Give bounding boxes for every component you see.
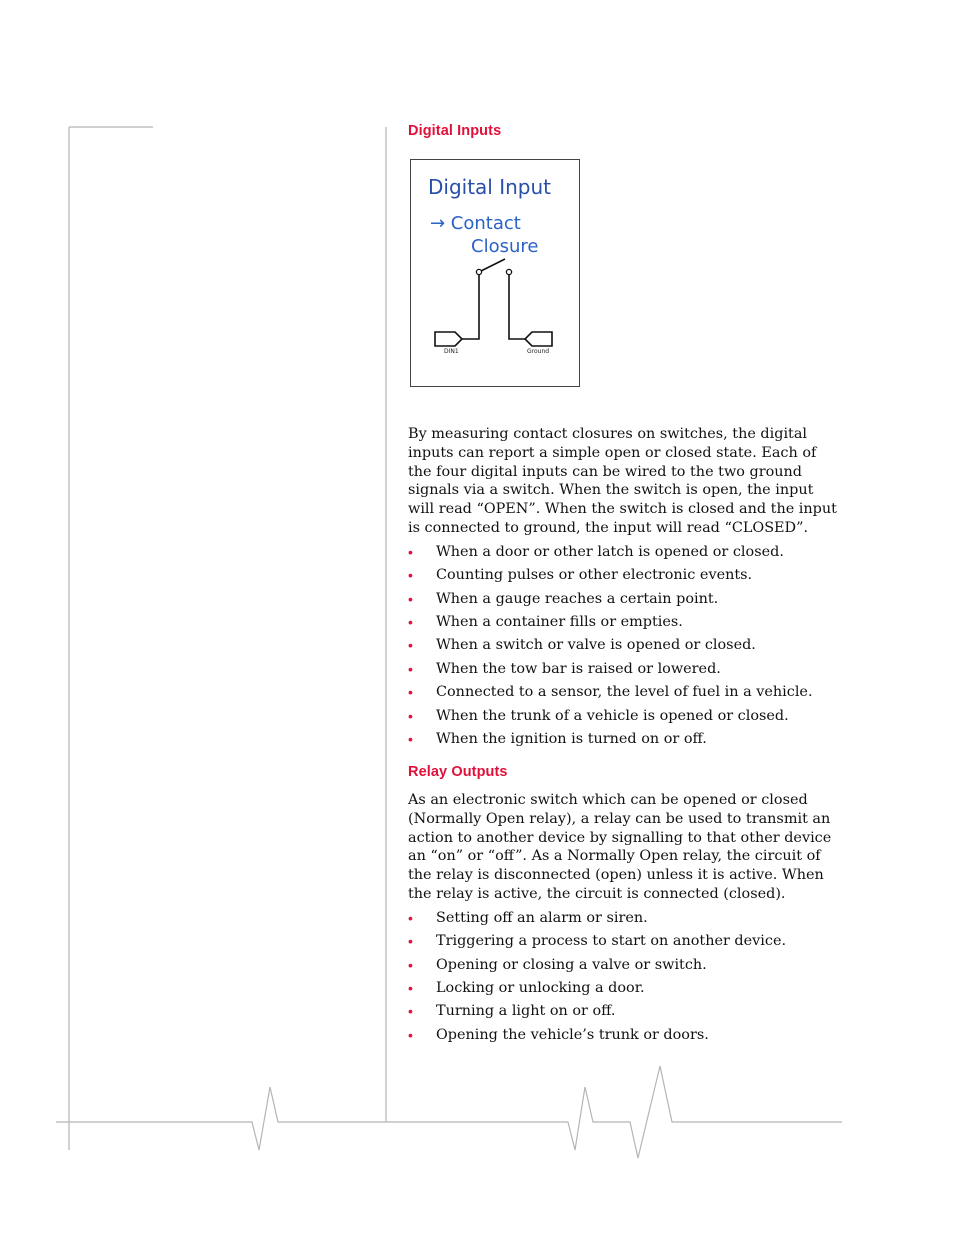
bullet-text: When the trunk of a vehicle is opened or closed.	[436, 707, 789, 724]
bullet-dot-icon: •	[408, 637, 413, 654]
bullet-text: Opening or closing a valve or switch.	[436, 956, 707, 973]
bullet-text: Locking or unlocking a door.	[436, 979, 645, 996]
bullet-item	[408, 707, 838, 730]
bullet-text: Triggering a process to start on another device.	[436, 933, 787, 950]
bullet-text: Opening the vehicle’s trunk or doors.	[436, 1026, 709, 1043]
bullet-item	[408, 979, 838, 1002]
bullet-item	[408, 956, 838, 979]
bullet-dot-icon: •	[408, 660, 413, 677]
bullet-dot-icon: •	[408, 684, 413, 701]
bullet-item	[408, 660, 838, 683]
switch-lever	[479, 259, 505, 272]
figure-caption-line1: → Contact	[430, 213, 521, 234]
bullet-text: Turning a light on or off.	[436, 1003, 616, 1020]
figure-title: Digital Input	[428, 175, 552, 199]
bullet-item	[408, 932, 838, 955]
footer-waveform	[56, 1066, 842, 1158]
bullet-text: When the tow bar is raised or lowered.	[436, 660, 721, 677]
bullet-dot-icon: •	[408, 567, 413, 584]
digital-inputs-bullet-list	[408, 543, 838, 754]
digital-input-figure	[410, 159, 580, 387]
bullet-dot-icon: •	[408, 909, 413, 926]
bullet-dot-icon: •	[408, 730, 413, 747]
bullet-item	[408, 566, 838, 589]
bullet-dot-icon: •	[408, 1003, 413, 1020]
bullet-item	[408, 909, 838, 932]
section-heading-relay-outputs: Relay Outputs	[408, 764, 508, 780]
bullet-item	[408, 683, 838, 706]
section-heading-digital-inputs: Digital Inputs	[408, 123, 502, 139]
figure-caption-line2: Closure	[471, 236, 539, 257]
bullet-dot-icon: •	[408, 979, 413, 996]
bullet-item	[408, 730, 838, 753]
bullet-dot-icon: •	[408, 956, 413, 973]
bullet-dot-icon: •	[408, 543, 413, 560]
bullet-dot-icon: •	[408, 933, 413, 950]
bullet-item	[408, 636, 838, 659]
bullet-item	[408, 590, 838, 613]
bullet-text: Setting off an alarm or siren.	[436, 909, 648, 926]
bullet-text: When the ignition is turned on or off.	[436, 730, 707, 747]
bullet-text: Counting pulses or other electronic events.	[436, 567, 753, 584]
din1-label: DIN1	[444, 348, 459, 355]
bullet-item	[408, 613, 838, 636]
bullet-item	[408, 1002, 838, 1025]
ground-label: Ground	[527, 348, 550, 355]
bullet-dot-icon: •	[408, 590, 413, 607]
bullet-text: When a door or other latch is opened or closed.	[436, 543, 784, 560]
relay-outputs-bullet-list	[408, 909, 838, 1049]
ground-wire	[509, 272, 525, 339]
ground-connector	[525, 332, 552, 346]
bullet-dot-icon: •	[408, 707, 413, 724]
bullet-item	[408, 543, 838, 566]
bullet-dot-icon: •	[408, 613, 413, 630]
switch-contact	[506, 269, 511, 274]
digital-inputs-body	[408, 425, 838, 753]
relay-outputs-body	[408, 791, 838, 1049]
bullet-dot-icon: •	[408, 1026, 413, 1043]
bullet-text: Connected to a sensor, the level of fuel in a vehicle.	[436, 684, 813, 701]
bullet-item	[408, 1026, 838, 1049]
digital-inputs-paragraph: By measuring contact closures on switches, the digital inputs can report a simple open or closed state. Each of the four digital inputs can be wired to the two ground signals via a switch. When the switch is open, the input will read “OPEN”. When the switch is closed and the input is connected to ground, the input will read “CLOSED”.	[408, 426, 837, 536]
switch-pivot	[476, 269, 481, 274]
din1-wire	[462, 272, 479, 339]
contact-closure-schematic	[411, 160, 581, 388]
bullet-text: When a gauge reaches a certain point.	[436, 590, 719, 607]
relay-outputs-paragraph: As an electronic switch which can be opened or closed (Normally Open relay), a relay can be used to transmit an action to another device by signalling to that other device an “on” or “off”. As a Normally Open relay, the circuit of the relay is disconnected (open) unless it is active. When the relay is active, the circuit is connected (closed).	[408, 792, 832, 902]
bullet-text: When a switch or valve is opened or closed.	[436, 637, 756, 654]
din1-connector	[435, 332, 462, 346]
bullet-text: When a container fills or empties.	[436, 613, 683, 630]
